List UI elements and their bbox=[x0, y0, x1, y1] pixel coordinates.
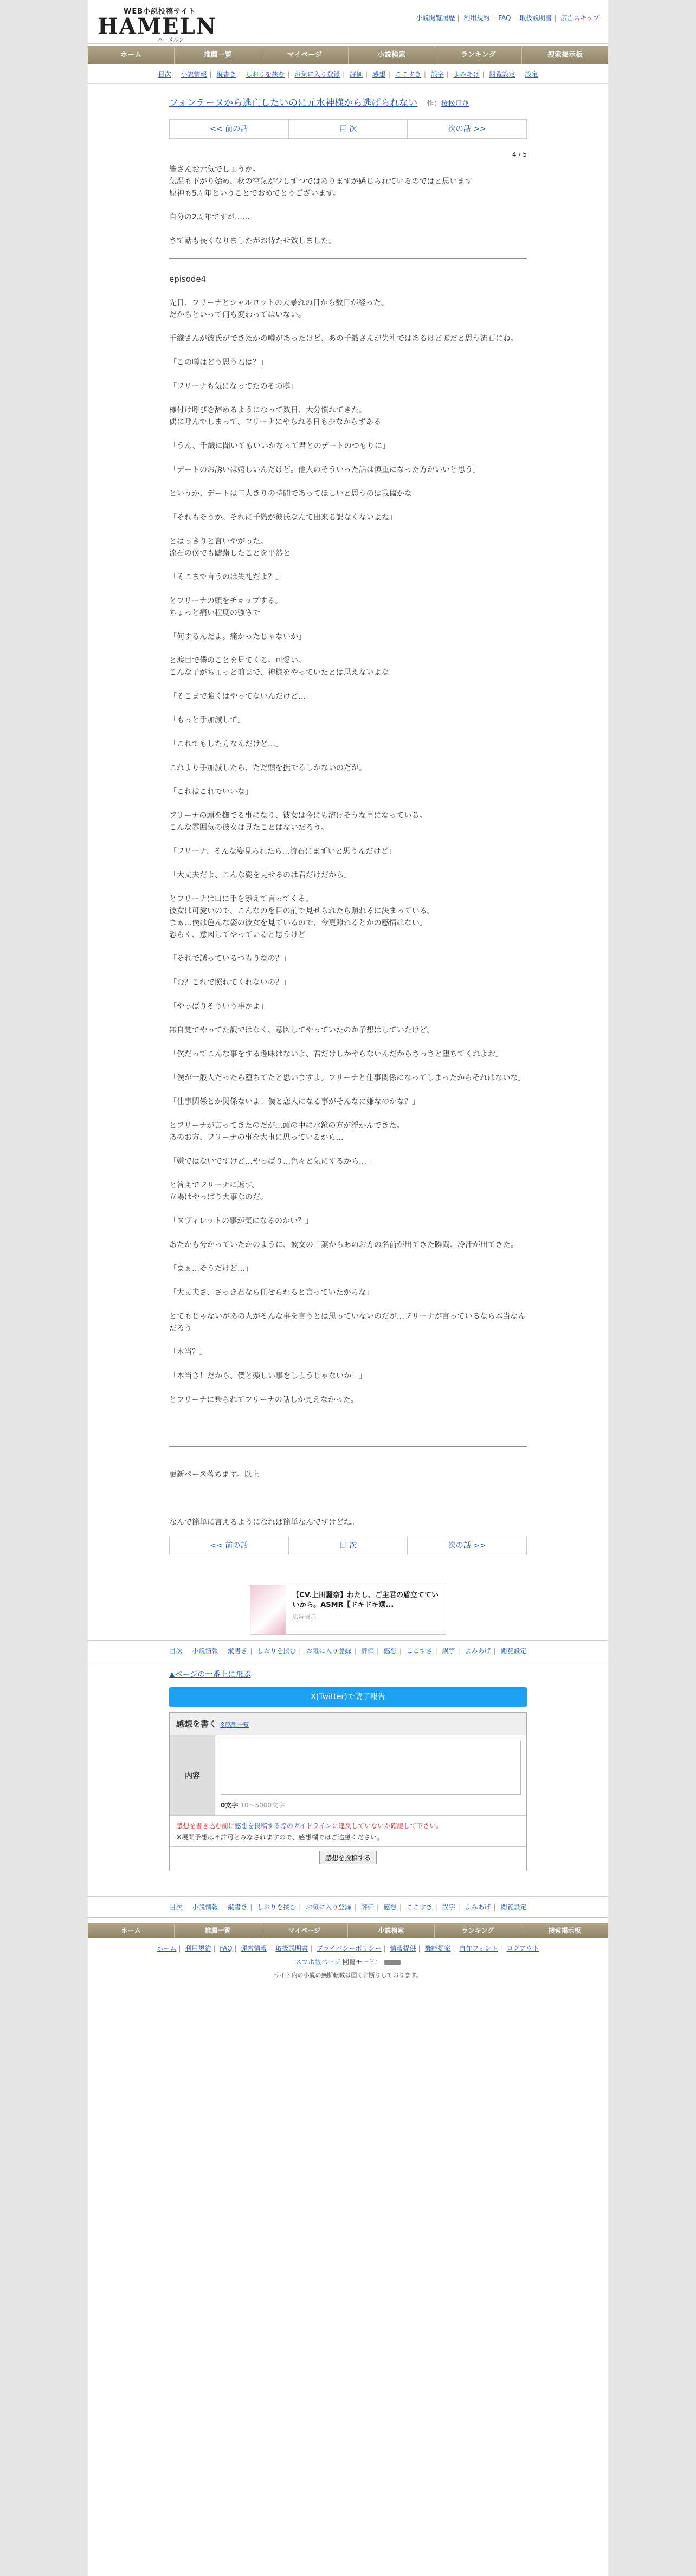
body-paragraph: 「この噂はどう思う君は？」 bbox=[169, 358, 268, 367]
afterword-paragraph bbox=[169, 1481, 527, 1493]
preface-paragraph: さて話も長くなりましたがお待たせ致しました。 bbox=[169, 237, 336, 246]
nav-search[interactable]: 小説検索 bbox=[349, 46, 435, 64]
body-paragraph bbox=[169, 750, 527, 762]
subnav-kokosuki[interactable]: ここすき bbox=[406, 1903, 433, 1911]
body-paragraph: 「む？これで照れてくれないの？」 bbox=[169, 978, 291, 987]
chapter-body bbox=[169, 285, 527, 1406]
guideline-link[interactable]: 感想を投稿する際のガイドライン bbox=[235, 1822, 332, 1830]
smartphone-link[interactable]: スマホ版ページ bbox=[295, 1958, 341, 1966]
body-paragraph bbox=[169, 452, 527, 464]
footer-logout-link[interactable]: ログアウト bbox=[506, 1945, 539, 1952]
body-paragraph: だからといって何も変わってはいない。 bbox=[169, 311, 306, 319]
view-mode-row bbox=[88, 1955, 608, 1968]
body-paragraph: 千織さんが彼氏ができたかの噂があったけど、あの千織さんが失礼ではあるけど嘘だと思う流石にね。 bbox=[169, 334, 518, 343]
view-mode-label: 閲覧モード： bbox=[342, 1958, 382, 1966]
body-paragraph bbox=[169, 774, 527, 786]
terms-link[interactable]: 利用規約 bbox=[463, 14, 490, 22]
body-paragraph bbox=[169, 345, 527, 357]
nav-board[interactable]: 捜索掲示板 bbox=[521, 1923, 608, 1938]
body-paragraph: とはっきりと言いやがった。 bbox=[169, 537, 268, 546]
review-content-row bbox=[170, 1735, 526, 1816]
afterword bbox=[169, 1469, 527, 1528]
footer-font-link[interactable]: 自作フォント bbox=[459, 1945, 498, 1952]
footer-terms-link[interactable]: 利用規約 bbox=[185, 1945, 211, 1952]
subnav-view-settings[interactable]: 閲覧設定 bbox=[500, 1647, 527, 1655]
body-paragraph bbox=[169, 1382, 527, 1394]
manual-link[interactable]: 取扱説明書 bbox=[519, 14, 552, 22]
subnav-index[interactable]: 目次 bbox=[169, 1647, 183, 1655]
body-paragraph: これより手加減したら、ただ頭を撫でるしかないのだが。 bbox=[169, 764, 366, 772]
subnav-rate[interactable]: 評価 bbox=[360, 1903, 374, 1911]
ad-thumbnail bbox=[250, 1585, 286, 1634]
novel-area bbox=[169, 84, 527, 1555]
body-paragraph: とフリーナが言ってきたのだが…頭の中に水鏡の方が浮かんできた。 bbox=[169, 1121, 404, 1130]
page bbox=[88, 0, 608, 2576]
site-logo[interactable] bbox=[98, 5, 217, 43]
next-chapter-button[interactable]: 次の話 >> bbox=[448, 1541, 486, 1550]
body-paragraph bbox=[169, 500, 527, 512]
body-paragraph: とフリーナに乗られてフリーナの話しか見えなかった。 bbox=[169, 1396, 358, 1404]
ad-text: 【CV.上田麗奈】わたし、ご主君の盾立てていいから。ASMR【ドキドキ選... bbox=[292, 1591, 439, 1609]
body-paragraph: 先日、フリーナとシャルロットの大暴れの日から数日が経った。 bbox=[169, 299, 389, 307]
body-paragraph bbox=[169, 392, 527, 404]
body-paragraph: 「デートのお誘いは嬉しいんだけど。他人のそういった話は慎重になった方がいいと思う」 bbox=[169, 466, 480, 474]
footer-home-link[interactable]: ホーム bbox=[157, 1945, 177, 1952]
body-paragraph bbox=[169, 1167, 527, 1179]
subnav-vertical[interactable]: 縦書き bbox=[228, 1903, 248, 1911]
subnav-favorite[interactable]: お気に入り登録 bbox=[306, 1903, 352, 1911]
subnav-rate[interactable]: 評価 bbox=[350, 70, 363, 78]
review-list-link[interactable]: ※感想一覧 bbox=[220, 1721, 249, 1728]
review-form-header bbox=[170, 1713, 526, 1735]
copyright: サイト内の小説の無断転載は固くお断りしております。 bbox=[274, 1972, 422, 1979]
body-paragraph bbox=[169, 941, 527, 953]
preface-paragraph: 自分の2周年ですが…… bbox=[169, 213, 250, 222]
afterword-paragraph bbox=[169, 1505, 527, 1516]
nav-mypage[interactable]: マイページ bbox=[261, 46, 348, 64]
body-paragraph: 「うん、千織に聞いてもいいかなって君とのデートのつもりに」 bbox=[169, 442, 390, 450]
body-paragraph: 「仕事関係とか関係ないよ！僕と恋人になる事がそんなに嫌なのかな？」 bbox=[169, 1097, 420, 1106]
body-paragraph: 「何するんだよ。痛かったじゃないか」 bbox=[169, 632, 306, 641]
history-link[interactable]: 小説閲覧履歴 bbox=[416, 14, 455, 22]
body-paragraph: とてもじゃないがあの人がそんな事を言うとは思っていないのだが…フリーナが言っているなら本当なんだろう bbox=[169, 1312, 526, 1333]
title-row bbox=[169, 95, 527, 108]
review-textarea[interactable] bbox=[221, 1741, 521, 1795]
subnav-settings[interactable]: 設定 bbox=[525, 70, 538, 78]
body-paragraph: とフリーナの頭をチョップする。 bbox=[169, 597, 283, 605]
subnav-view-settings[interactable]: 閲覧設定 bbox=[500, 1903, 527, 1911]
body-paragraph: 立場はやっぱり大事なのだ。 bbox=[169, 1193, 268, 1202]
divider bbox=[169, 258, 527, 259]
subnav-vertical[interactable]: 縦書き bbox=[216, 70, 236, 78]
nav-board[interactable]: 捜索掲示板 bbox=[547, 51, 583, 59]
subnav-favorite[interactable]: お気に入り登録 bbox=[306, 1647, 352, 1655]
subnav-readaloud[interactable]: よみあげ bbox=[465, 1903, 491, 1911]
body-paragraph: 「大丈夫さ、さっき君なら任せられると言っていたからな」 bbox=[169, 1288, 374, 1297]
body-paragraph bbox=[169, 1299, 527, 1310]
footer-faq-link[interactable]: FAQ bbox=[220, 1945, 233, 1952]
nav-mypage[interactable]: マイページ bbox=[261, 1923, 348, 1938]
body-paragraph bbox=[169, 476, 527, 488]
body-paragraph bbox=[169, 1036, 527, 1048]
body-paragraph: 「これでもした方なんだけど…」 bbox=[169, 740, 283, 748]
site-header bbox=[88, 0, 608, 44]
body-paragraph: ちょっと痛い程度の強さで bbox=[169, 609, 260, 617]
nav-recommend[interactable]: 推薦一覧 bbox=[175, 1923, 261, 1938]
body-paragraph: とフリーナは口に手を添えて言ってくる。 bbox=[169, 895, 313, 903]
nav-home[interactable]: ホーム bbox=[88, 46, 175, 64]
body-paragraph: というか、デートは二人きりの時間であってほしいと思うのは我儘かな bbox=[169, 489, 412, 498]
body-paragraph bbox=[169, 583, 527, 595]
footer-privacy-link[interactable]: プライバシーポリシー bbox=[317, 1945, 382, 1952]
afterword-paragraph: なんで簡単に言えるようになれば簡単なんですけどね。 bbox=[169, 1518, 359, 1527]
body-paragraph: 「大丈夫だよ、こんな姿を見せるのは君だけだから」 bbox=[169, 871, 351, 880]
body-paragraph bbox=[169, 1227, 527, 1239]
review-note: ※展開予想は不許可とみなされますので、感想欄ではご遠慮ください。 bbox=[176, 1833, 383, 1841]
footer-operator-link[interactable]: 運営情報 bbox=[241, 1945, 267, 1952]
body-paragraph: 偶に呼んでしまって、フリーナにやられる日も少なからずある bbox=[169, 418, 382, 427]
nav-ranking[interactable]: ランキング bbox=[435, 1923, 521, 1938]
back-to-top-link[interactable]: ▲ページの一番上に飛ぶ bbox=[169, 1670, 251, 1679]
index-button[interactable]: 目 次 bbox=[289, 1536, 408, 1555]
body-paragraph: 「僕が一般人だったら堕ちてたと思いますよ。フリーナと仕事関係になってしまったからそれはないな」 bbox=[169, 1074, 526, 1082]
subnav-vertical[interactable]: 縦書き bbox=[228, 1647, 248, 1655]
body-paragraph bbox=[169, 965, 527, 977]
review-section bbox=[169, 1661, 527, 1871]
pager-bottom bbox=[169, 1536, 527, 1555]
body-paragraph: 「そこまで強くはやってないんだけど…」 bbox=[169, 692, 313, 701]
body-paragraph: 様付け呼びを辞めるようになって数日、大分慣れてきた。 bbox=[169, 406, 366, 415]
body-paragraph: こんな子がちょっと前まで、神様をやっていたとは思えないよな bbox=[169, 668, 389, 677]
preface-paragraph: 気温も下がり始め、秋の空気が少しずつではありますが感じられているのではと思います bbox=[169, 177, 473, 186]
body-paragraph: 「本当？」 bbox=[169, 1348, 207, 1357]
top-links: 小説閲覧履歴 | 利用規約 | FAQ | 取扱説明書 | 広告スキップ bbox=[416, 14, 600, 22]
body-paragraph: 「僕だってこんな事をする趣味はないよ、君だけしかやらないんだからさっさと堕ちてくれよお」 bbox=[169, 1050, 503, 1058]
body-paragraph bbox=[169, 1251, 527, 1263]
prev-chapter-button[interactable]: << 前の話 bbox=[170, 1536, 289, 1555]
logo-text: HAMELN bbox=[98, 14, 217, 39]
index-button[interactable]: 目 次 bbox=[289, 120, 408, 138]
body-paragraph: 「本当さ！だから、僕と楽しい事をしようじゃないか！」 bbox=[169, 1372, 366, 1380]
body-paragraph bbox=[169, 321, 527, 333]
afterword-paragraph bbox=[169, 1493, 527, 1505]
body-paragraph: と涙目で僕のことを見てくる。可愛い。 bbox=[169, 656, 306, 665]
body-paragraph: 「嫌ではないですけど…やっぱり…色々と気にするから…」 bbox=[169, 1157, 374, 1166]
body-paragraph bbox=[169, 702, 527, 714]
subnav-reviews[interactable]: 感想 bbox=[383, 1647, 397, 1655]
body-paragraph: 「それもそうか。それに千織が彼氏なんて出来る訳なくないよね」 bbox=[169, 513, 397, 522]
review-form-title: 感想を書く bbox=[176, 1719, 217, 1729]
episode-heading: episode4 bbox=[169, 274, 207, 284]
author-link[interactable]: 桜松月並 bbox=[441, 100, 469, 108]
content-label: 内容 bbox=[170, 1735, 215, 1815]
body-paragraph bbox=[169, 559, 527, 571]
subnav-info[interactable]: 小説情報 bbox=[181, 70, 207, 78]
body-paragraph: 流石の僕でも躊躇したことを平然と bbox=[169, 549, 291, 558]
body-paragraph: 「フリーナも気になってたのその噂」 bbox=[169, 382, 298, 391]
preface-paragraph bbox=[169, 199, 527, 211]
body-paragraph bbox=[169, 1358, 527, 1370]
body-paragraph: フリーナの頭を撫でる事になり、彼女は今にも溶けそうな事になっている。 bbox=[169, 811, 427, 820]
subnav-reviews[interactable]: 感想 bbox=[372, 70, 385, 78]
subnav-kokosuki[interactable]: ここすき bbox=[395, 70, 421, 78]
footer-nav bbox=[88, 1923, 608, 1938]
subnav-favorite[interactable]: お気に入り登録 bbox=[294, 70, 340, 78]
subnav-typo[interactable]: 誤字 bbox=[442, 1903, 455, 1911]
body-paragraph bbox=[169, 1334, 527, 1346]
ad-banner[interactable] bbox=[250, 1585, 446, 1635]
footer-proposal-link[interactable]: 機能提案 bbox=[424, 1945, 451, 1952]
nav-recommend[interactable]: 推薦一覧 bbox=[175, 46, 261, 64]
global-nav bbox=[88, 46, 608, 64]
body-paragraph bbox=[169, 619, 527, 631]
ad-skip-link[interactable]: 広告スキップ bbox=[560, 14, 600, 22]
body-paragraph: 彼女は可愛いので、こんなのを目の前で見せられたら照れるに決まっている。 bbox=[169, 907, 435, 915]
view-mode-toggle[interactable] bbox=[384, 1960, 401, 1965]
body-paragraph bbox=[169, 1275, 527, 1287]
preface-paragraph: 原神も5周年ということでおめでとうございます。 bbox=[169, 189, 340, 198]
subnav-bookmark[interactable]: しおりを挟む bbox=[257, 1647, 297, 1655]
body-paragraph bbox=[169, 881, 527, 893]
nav-search[interactable]: 小説検索 bbox=[348, 1923, 435, 1938]
divider bbox=[169, 1446, 527, 1447]
body-paragraph bbox=[169, 1108, 527, 1120]
body-paragraph: 恐らく、意図してやっていると思うけど bbox=[169, 931, 306, 939]
logo-kana: ハーメルン bbox=[157, 37, 184, 43]
next-chapter-button[interactable]: 次の話 >> bbox=[448, 125, 486, 133]
body-paragraph: まぁ…僕は色んな姿の彼女を見ているので、今更照れるとかの感情はない。 bbox=[169, 919, 427, 927]
page-number: 4 / 5 bbox=[512, 151, 527, 158]
submit-review-button[interactable]: 感想を投稿する bbox=[319, 1851, 377, 1864]
body-paragraph: 「ヌヴィレットの事が気になるのかい？」 bbox=[169, 1217, 313, 1225]
body-paragraph bbox=[169, 989, 527, 1000]
body-paragraph: と答えでフリーナに返す。 bbox=[169, 1181, 260, 1190]
body-paragraph bbox=[169, 428, 527, 440]
body-paragraph bbox=[169, 285, 527, 297]
body-paragraph bbox=[169, 524, 527, 535]
x-share-button[interactable]: X(Twitter)で読了報告 bbox=[169, 1687, 527, 1707]
body-paragraph bbox=[169, 857, 527, 869]
body-paragraph bbox=[169, 726, 527, 738]
guideline-warning: 感想を書き込む前に感想を投稿する際のガイドラインに違反していないか確認して下さい。 bbox=[176, 1822, 443, 1830]
body-paragraph: 「フリーナ、そんな姿見られたら…流石にまずいと思うんだけど」 bbox=[169, 847, 396, 856]
char-count: 0文字 10～5000文字 bbox=[221, 1802, 285, 1809]
review-form bbox=[169, 1712, 527, 1871]
subnav-bookmark[interactable]: しおりを挟む bbox=[257, 1903, 297, 1911]
subnav-view-settings[interactable]: 閲覧設定 bbox=[489, 70, 515, 78]
footer-links: ホーム | 利用規約 | FAQ | 運営情報 | 取扱説明書 | プライバシーポリシー | 情報提供 | 機能提案 | 自作フォント | ログアウト bbox=[157, 1945, 539, 1952]
footer-info-link[interactable]: 情報提供 bbox=[390, 1945, 416, 1952]
subnav-rate[interactable]: 評価 bbox=[360, 1647, 374, 1655]
body-paragraph bbox=[169, 1060, 527, 1072]
logo-subtitle: WEB小説投稿サイト bbox=[124, 8, 196, 16]
body-paragraph: あのお方、フリーナの事を大事に思っているから… bbox=[169, 1133, 344, 1142]
subnav-readaloud[interactable]: よみあげ bbox=[465, 1647, 491, 1655]
faq-link[interactable]: FAQ bbox=[498, 14, 511, 22]
preface bbox=[169, 164, 527, 247]
preface-paragraph bbox=[169, 223, 527, 235]
footer-manual-link[interactable]: 取扱説明書 bbox=[275, 1945, 308, 1952]
body-paragraph bbox=[169, 1203, 527, 1215]
subnav-typo[interactable]: 誤字 bbox=[442, 1647, 455, 1655]
body-paragraph bbox=[169, 679, 527, 690]
body-paragraph bbox=[169, 643, 527, 655]
body-paragraph: 「もっと手加減して」 bbox=[169, 716, 245, 725]
subnav-info[interactable]: 小説情報 bbox=[192, 1903, 218, 1911]
ad-label: 広告表示 bbox=[292, 1613, 317, 1621]
subnav-kokosuki[interactable]: ここすき bbox=[406, 1647, 433, 1655]
footer-subnav: 目次 | 小説情報 | 縦書き | しおりを挟む | お気に入り登録 | 評価 | 感想 | ここすき | 誤字 | よみあげ | 閲覧設定 bbox=[88, 1896, 608, 1918]
preface-paragraph: 皆さんお元気でしょうか。 bbox=[169, 165, 260, 174]
prev-chapter-button[interactable]: << 前の話 bbox=[170, 120, 289, 138]
body-paragraph: 「そこまで言うのは失礼だよ？」 bbox=[169, 573, 283, 582]
afterword-paragraph: 更新ペース落ちます。以上 bbox=[169, 1470, 260, 1479]
body-paragraph: 「やっぱりそういう事かよ」 bbox=[169, 1002, 268, 1011]
novel-title[interactable]: フォンテーヌから逃亡したいのに元水神様から逃げられない bbox=[169, 98, 418, 108]
author-label: 作： bbox=[427, 100, 441, 108]
body-paragraph bbox=[169, 369, 527, 380]
subnav-index[interactable]: 目次 bbox=[169, 1903, 183, 1911]
body-paragraph: こんな雰囲気の彼女は見たことはないだろう。 bbox=[169, 823, 328, 832]
subnav-readaloud[interactable]: よみあげ bbox=[453, 70, 480, 78]
body-paragraph bbox=[169, 1084, 527, 1096]
subnav-reviews[interactable]: 感想 bbox=[383, 1903, 397, 1911]
body-paragraph bbox=[169, 1144, 527, 1155]
subnav-typo[interactable]: 誤字 bbox=[430, 70, 444, 78]
bottom-subnav: 目次 | 小説情報 | 縦書き | しおりを挟む | お気に入り登録 | 評価 | 感想 | ここすき | 誤字 | よみあげ | 閲覧設定 bbox=[88, 1640, 608, 1661]
body-paragraph: あたかも分かっていたかのように、彼女の言葉からあのお方の名前が出てきた瞬間、冷汗が出てきた。 bbox=[169, 1241, 518, 1249]
nav-home[interactable]: ホーム bbox=[88, 1923, 175, 1938]
body-paragraph: 「まぁ…そうだけど…」 bbox=[169, 1264, 253, 1273]
novel-subnav: 目次 | 小説情報 | 縦書き | しおりを挟む | お気に入り登録 | 評価 | 感想 | ここすき | 誤字 | よみあげ | 閲覧設定 | 設定 bbox=[88, 64, 608, 84]
body-paragraph bbox=[169, 798, 527, 810]
nav-ranking[interactable]: ランキング bbox=[435, 46, 522, 64]
body-paragraph: 無自覚でやってた訳ではなく、意図してやっていたのか予想はしていたけど。 bbox=[169, 1026, 435, 1035]
body-paragraph bbox=[169, 1012, 527, 1024]
pager-top bbox=[169, 119, 527, 139]
body-paragraph: 「これはこれでいいな」 bbox=[169, 787, 253, 796]
subnav-bookmark[interactable]: しおりを挟む bbox=[246, 70, 285, 78]
subnav-index[interactable]: 目次 bbox=[158, 70, 171, 78]
subnav-info[interactable]: 小説情報 bbox=[192, 1647, 218, 1655]
body-paragraph: 「それで誘っているつもりなの？」 bbox=[169, 954, 291, 963]
body-paragraph bbox=[169, 834, 527, 845]
